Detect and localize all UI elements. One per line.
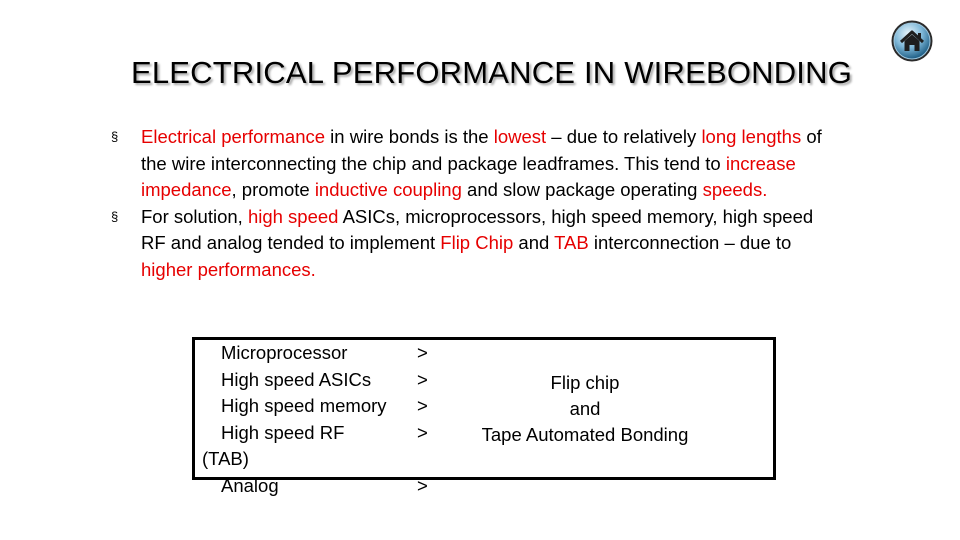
body-text: , promote: [231, 179, 315, 200]
application-label: Microprocessor: [221, 342, 348, 363]
application-row: [195, 446, 455, 473]
application-row: [195, 340, 455, 367]
highlight-text: Flip Chip: [440, 232, 514, 253]
arrow-mark: >: [417, 421, 428, 443]
application-row: [195, 420, 455, 447]
arrow-mark: >: [417, 342, 428, 363]
body-text: and: [513, 232, 555, 253]
application-row: [195, 367, 455, 394]
application-label: High speed RF: [221, 421, 345, 443]
body-text: For solution,: [141, 205, 248, 227]
application-row: [195, 473, 455, 500]
application-row: [195, 393, 455, 420]
body-text: and slow package operating: [461, 179, 703, 200]
arrow-mark: >: [417, 395, 428, 416]
highlight-text: inductive coupling: [314, 179, 462, 200]
bullet-list: [111, 124, 831, 283]
body-text: – due to relatively: [546, 126, 702, 147]
highlight-text: Electrical performance: [141, 126, 326, 147]
body-text: of the wire interconnecting the chip and package leadframes. This tend to: [141, 126, 822, 174]
body-text: ASICs, microprocessors, high speed memory, high speed RF and analog tended to implement: [141, 205, 814, 253]
arrow-mark: >: [417, 474, 428, 496]
application-label: (TAB): [202, 448, 249, 469]
highlight-text: long lengths: [701, 126, 802, 147]
bullet-item: [111, 204, 831, 284]
body-text: interconnection – due to: [588, 232, 792, 253]
application-label: High speed memory: [221, 395, 387, 416]
highlight-text: high speed: [247, 205, 339, 227]
highlight-text: lowest: [493, 126, 547, 147]
bullet-marker: §: [111, 129, 119, 144]
bullet-marker: §: [111, 208, 119, 224]
highlight-text: higher performances.: [141, 258, 316, 280]
slide-title: ELECTRICAL PERFORMANCE IN WIREBONDING: [130, 55, 853, 90]
technology-label: [475, 370, 695, 448]
home-icon: [890, 19, 934, 63]
highlight-text: speeds.: [702, 179, 768, 200]
tech-line-3: Tape Automated Bonding: [481, 424, 689, 445]
highlight-text: TAB: [554, 232, 589, 253]
comparison-box: [192, 337, 776, 496]
tech-line-2: and: [569, 398, 601, 419]
highlight-text: increase impedance: [141, 152, 796, 200]
application-label: High speed ASICs: [221, 368, 372, 390]
tech-line-1: Flip chip: [550, 372, 620, 393]
home-button[interactable]: [890, 19, 934, 63]
body-text: in wire bonds is the: [325, 126, 494, 147]
bullet-item: [111, 124, 831, 204]
application-list: [195, 340, 455, 499]
arrow-mark: >: [417, 368, 428, 390]
application-label: Analog: [221, 474, 279, 496]
